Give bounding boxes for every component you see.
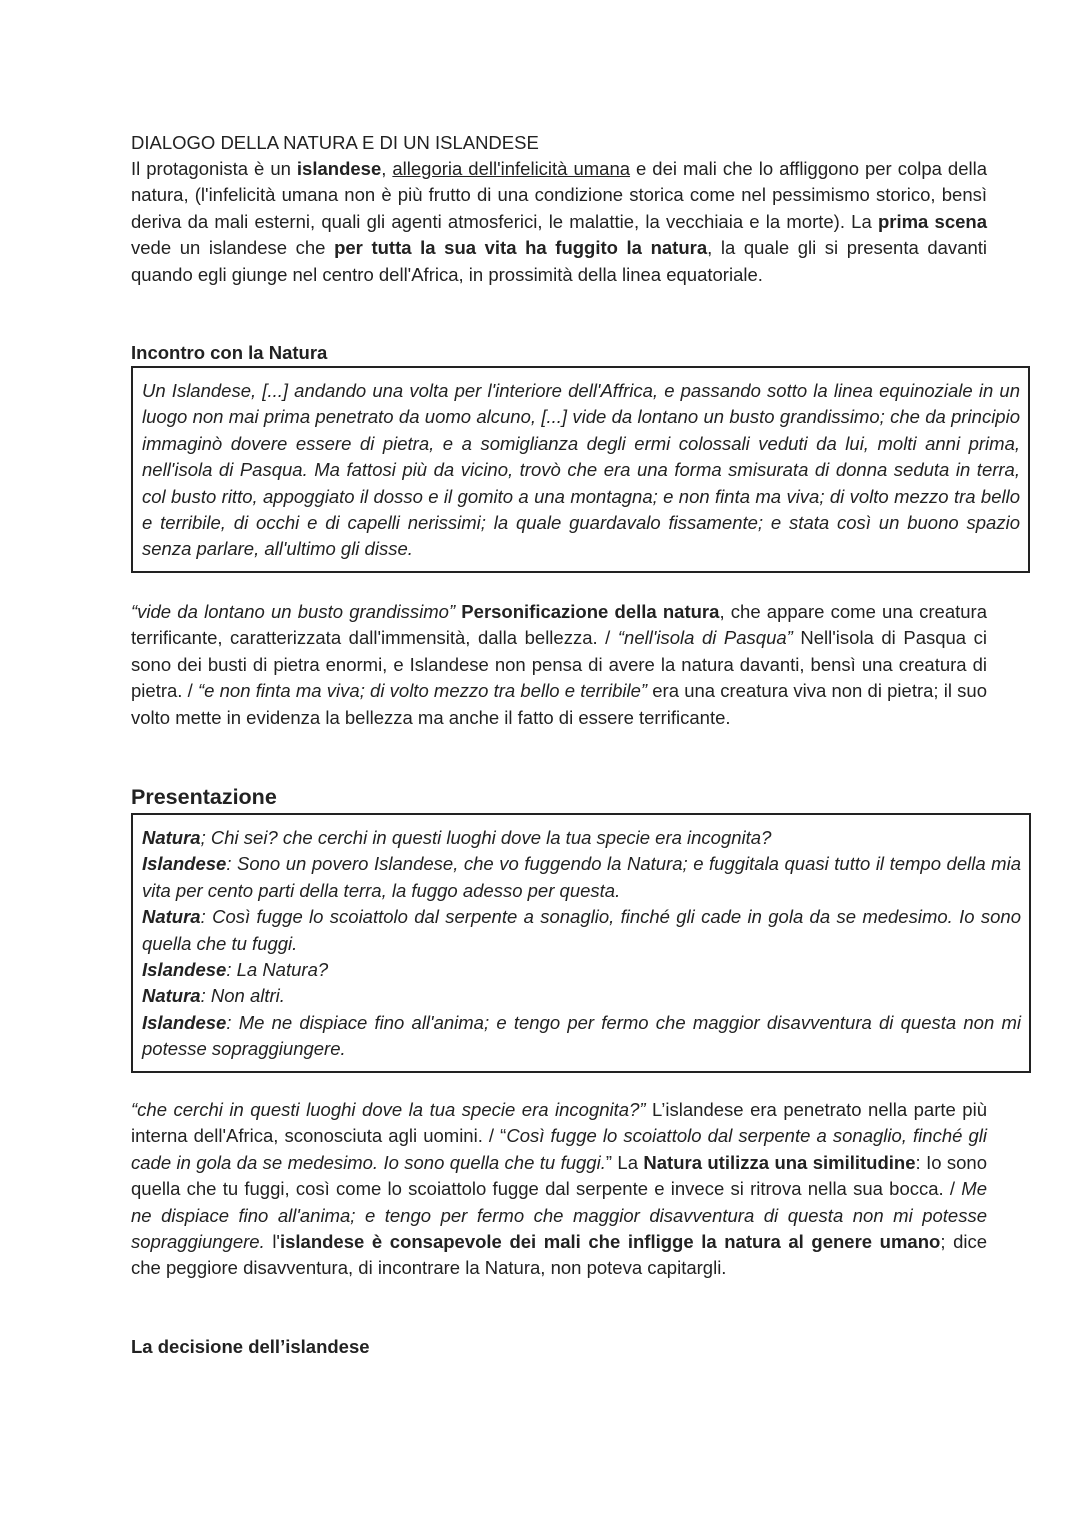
commentary-text: , che appare come una creatura terrificante, caratterizzata dall'immensità, dalla bellezza. / xyxy=(131,601,987,649)
quote-box-incontro xyxy=(131,366,1030,573)
dialogue-line xyxy=(142,983,1021,1009)
section-heading-incontro: Incontro con la Natura xyxy=(131,342,328,363)
speaker-separator: : xyxy=(226,853,238,875)
speaker-name: Natura xyxy=(142,906,201,928)
citation: Così fugge lo scoiattolo dal serpente a sonaglio, finché gli cade in gola da se medesimo. Io sono quella che tu fuggi. xyxy=(131,1125,987,1173)
intro-text: , la quale gli si presenta davanti quando egli giunge nel centro dell'Africa, in prossimità della linea equatoriale. xyxy=(131,237,988,285)
speaker-separator: : xyxy=(200,906,213,928)
speaker-name: Islandese xyxy=(142,853,227,875)
dialogue-text: Non altri. xyxy=(210,985,285,1007)
commentary-text: : Io sono quella che tu fuggi, così come lo scoiattolo fugge dal serpente e invece si ritrova nella sua bocca. / xyxy=(131,1151,988,1200)
dialogue-line xyxy=(142,851,1021,904)
dialogue-text: Sono un povero Islandese, che vo fuggendo la Natura; e fuggitala quasi tutto il tempo della mia vita per cento parti della terra, la fuggo adesso per questa. xyxy=(142,853,1021,901)
speaker-name: Islandese xyxy=(142,959,227,981)
dialogue-box xyxy=(131,813,1031,1073)
citation: “che cerchi in questi luoghi dove la tua specie era incognita?” xyxy=(131,1099,646,1120)
commentary-text: ” La xyxy=(605,1151,644,1173)
document-title: DIALOGO DELLA NATURA E DI UN ISLANDESE xyxy=(131,132,539,153)
speaker-separator: : xyxy=(200,985,211,1007)
speaker-separator: : xyxy=(226,1011,239,1033)
speaker-separator: ; xyxy=(200,827,211,848)
commentary-text: L’islandese era penetrato nella parte più interna dell'Africa, sconosciuta agli uomini. / “ xyxy=(131,1099,987,1147)
intro-text: vede un islandese che xyxy=(131,237,335,259)
intro-text: , xyxy=(381,158,393,179)
speaker-name: Islandese xyxy=(142,1011,227,1033)
intro-bold: prima scena xyxy=(877,210,987,232)
citation: Me ne dispiace fino all'anima; e tengo per fermo che maggior disavventura di questa non mi potesse sopraggiungere. xyxy=(131,1178,987,1253)
intro-paragraph xyxy=(131,156,987,288)
dialogue-text: Chi sei? che cerchi in questi luoghi dove la tua specie era incognita? xyxy=(210,827,772,848)
dialogue-line xyxy=(142,1010,1021,1063)
commentary-text: l' xyxy=(264,1231,280,1253)
intro-bold: per tutta la sua vita ha fuggito la natura xyxy=(334,237,708,259)
quote-text: Un Islandese, [...] andando una volta per l'interiore dell'Affrica, e passando sotto la linea equinoziale in un luogo non mai prima penetrato da uomo alcuno, [...] vide da lontano un busto grandissimo; che da principio immaginò dovere essere di pietra, e a somiglianza degli ermi colossali veduti da lui, molti anni prima, nell'isola di Pasqua. Ma fattosi più da vicino, trovò che era una forma smisurata di donna seduta in terra, col busto ritto, appoggiato il dosso e il gomito a una montagna; e non finta ma viva; di volto mezzo tra bello e terribile, di occhi e di capelli nerissimi; la quale guardavalo fissamente; e stata così un buono spazio senza parlare, all'ultimo gli disse. xyxy=(142,380,1020,560)
citation: “e non finta ma viva; di volto mezzo tra bello e terribile” xyxy=(197,680,648,702)
intro-text: Il protagonista è un xyxy=(131,158,297,179)
intro-bold: islandese xyxy=(296,158,382,179)
commentary-bold: Natura utilizza una similitudine xyxy=(643,1151,916,1173)
citation: “vide da lontano un busto grandissimo” xyxy=(131,601,456,622)
speaker-name: Natura xyxy=(142,985,201,1007)
intro-underline: allegoria dell'infelicità umana xyxy=(392,158,631,179)
commentary-text: ; dice che peggiore disavventura, di incontrare la Natura, non poteva capitargli. xyxy=(131,1231,988,1279)
commentary-paragraph-1 xyxy=(131,599,987,731)
speaker-separator: : xyxy=(226,959,237,981)
commentary-paragraph-2 xyxy=(131,1097,987,1282)
dialogue-text: Così fugge lo scoiattolo dal serpente a sonaglio, finché gli cade in gola da se medesimo. Io sono quella che tu fuggi. xyxy=(142,906,1021,954)
dialogue-line xyxy=(142,904,1021,957)
commentary-bold: Personificazione della natura xyxy=(455,601,720,622)
speaker-name: Natura xyxy=(142,827,201,848)
dialogue-text: Me ne dispiace fino all'anima; e tengo per fermo che maggior disavventura di questa non mi potesse sopraggiungere. xyxy=(142,1011,1021,1060)
section-heading-presentazione: Presentazione xyxy=(131,785,277,809)
section-heading-decisione: La decisione dell’islandese xyxy=(131,1336,370,1357)
intro-text: e dei mali che lo affliggono per colpa della natura, (l'infelicità umana non è più frutto di una condizione storica come nel pessimismo storico, bensì deriva da mali esterni, quali gli agenti atmosferici, le malattie, la vecchiaia e la morte). La xyxy=(131,158,988,232)
commentary-bold: islandese è consapevole dei mali che infligge la natura al genere umano xyxy=(279,1231,941,1253)
dialogue-line xyxy=(142,957,1021,983)
citation: “nell'isola di Pasqua” xyxy=(617,627,793,649)
dialogue-line xyxy=(142,825,1021,851)
dialogue-text: La Natura? xyxy=(236,959,329,981)
commentary-text: era una creatura viva non di pietra; il suo volto mette in evidenza la bellezza ma anche il fatto di essere terrificante. xyxy=(131,680,988,728)
commentary-text: Nell'isola di Pasqua ci sono dei busti di pietra enormi, e Islandese non pensa di avere la natura davanti, bensì una creatura di pietra. / xyxy=(131,627,988,702)
